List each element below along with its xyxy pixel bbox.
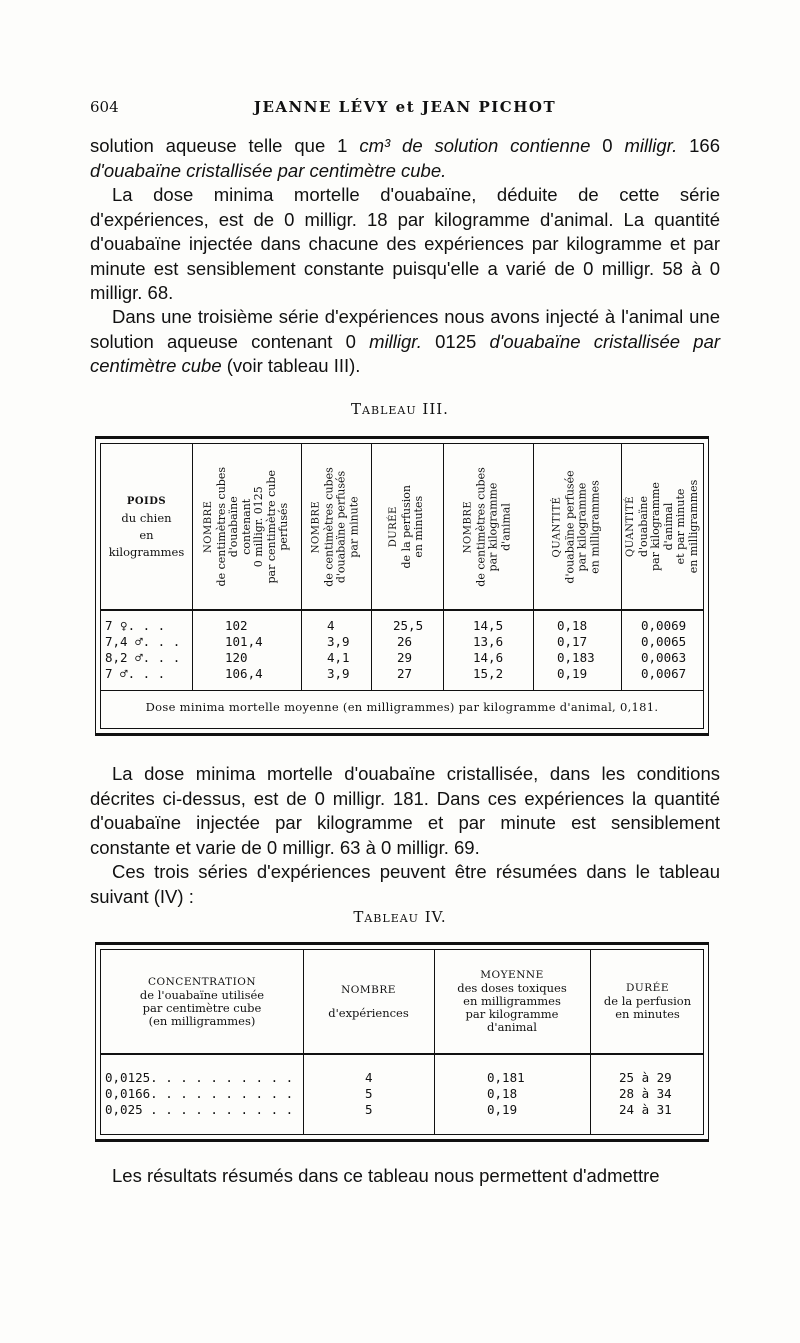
header-line: en minutes	[615, 1007, 680, 1021]
header-line: NOMBRE	[202, 500, 214, 553]
page-header	[90, 98, 720, 122]
cell-poids: 8,2 ♂. . .	[105, 650, 181, 665]
header-line: NOMBRE	[463, 500, 475, 553]
text-run-italic: milligr.	[624, 135, 678, 156]
cell-duree: 29	[397, 650, 413, 665]
header-line: par kilogramme	[649, 482, 663, 571]
cell-duree: 27	[397, 666, 413, 681]
text-run-italic: milligr.	[369, 330, 422, 352]
header-line: par kilogramme	[487, 482, 501, 571]
header-rule	[101, 609, 703, 612]
text-run-italic: d'ouabaïne cristallisée par centimètre cube.	[90, 159, 447, 181]
header-line: d'ouabaïne perfusés	[335, 470, 349, 583]
header-line: 0 milligr. 0125	[251, 485, 265, 568]
cell-poids: 7 ♂. . .	[105, 666, 166, 681]
cell-par-minute: 4	[327, 618, 335, 633]
header-line: d'ouabaïne perfusée	[563, 469, 577, 584]
cell-nombre: 5	[365, 1102, 373, 1117]
header-rule	[101, 1053, 703, 1055]
cell-nombre: 5	[365, 1086, 373, 1101]
text-run: 166	[677, 135, 720, 156]
cell-moyenne: 0,19	[487, 1102, 518, 1117]
header-line: d'animal	[662, 502, 675, 551]
header-line: de centimètres cubes	[214, 466, 228, 587]
header-nombre	[192, 444, 301, 609]
header-line: en milligrammes	[588, 479, 602, 574]
header-quantite-minute	[621, 444, 705, 609]
footer-rule	[101, 690, 703, 691]
table4	[95, 942, 709, 1142]
header-line: DURÉE	[388, 505, 400, 548]
cell-moyenne: 0,181	[487, 1070, 525, 1085]
cell-quantite: 0,17	[557, 634, 588, 649]
cell-duree: 24 à 31	[619, 1102, 672, 1117]
cell-duree: 26	[397, 634, 413, 649]
text-run: Dans une troisième série d'expériences nous avons injecté à l'animal une solution aqueuse contenant 0	[90, 306, 720, 352]
cell-nombre: 101,4	[225, 634, 263, 649]
header-quantite	[533, 444, 621, 609]
header-line: NOMBRE	[341, 983, 396, 996]
text-run-italic: cm³ de solution contienne	[359, 135, 591, 156]
header-nombre	[303, 950, 434, 1053]
cell-par-kg: 13,6	[473, 634, 504, 649]
header-line: par kilogramme	[465, 1007, 559, 1021]
header-line: MOYENNE	[480, 969, 544, 981]
header-line: de centimètres cubes	[474, 466, 488, 587]
cell-nombre: 120	[225, 650, 248, 665]
header-line: (en milligrammes)	[148, 1013, 256, 1028]
header-line: des doses toxiques	[457, 981, 567, 995]
header-par-minute	[301, 444, 371, 609]
running-title: JEANNE LÉVY et JEAN PICHOT	[253, 98, 557, 116]
cell-quantite: 0,19	[557, 666, 588, 681]
cell-par-kg: 14,5	[473, 618, 504, 633]
cell-concentration: 0,025 . . . . . . . . . .	[105, 1102, 294, 1117]
cell-concentration: 0,0166. . . . . . . . . .	[105, 1086, 294, 1101]
header-line: d'animal	[487, 1020, 537, 1034]
header-line: d'expériences	[328, 1005, 409, 1020]
paragraph-2: La dose minima mortelle d'ouabaïne, déduite de cette série d'expériences, est de 0 milligr. 18 par kilogramme d'animal. La quantité d'ouabaïne injectée dans chacune des expériences par kilogramme et par minute est sensiblement constante puisqu'elle a varié de 0 milligr. 58 à 0 milligr. 68.	[90, 184, 720, 303]
table3	[95, 436, 709, 736]
text-run-italic: d'ouabaïne cristallisée par centimètre cube	[90, 330, 721, 376]
header-line: kilogrammes	[108, 544, 185, 559]
paragraph-6: Les résultats résumés dans ce tableau nous permettent d'admettre	[112, 1165, 660, 1186]
header-poids	[101, 444, 192, 609]
table4-caption: Tableau IV.	[353, 908, 447, 926]
paragraph-1	[90, 134, 720, 183]
header-line: DURÉE	[625, 982, 669, 994]
header-line: d'animal	[499, 502, 513, 551]
paragraph-4: La dose minima mortelle d'ouabaïne cristallisée, dans les conditions décrites ci-dessus, est de 0 milligr. 181. Dans ces expériences la quantité d'ouabaïne injectée par kilogramme et par minute est sensiblement constante et varie de 0 milligr. 63 à 0 milligr. 69.	[90, 763, 720, 858]
paragraph-5: Ces trois séries d'expériences peuvent être résumées dans le tableau suivant (IV) :	[90, 861, 720, 907]
text-run: 0	[590, 135, 625, 156]
cell-duree: 25,5	[393, 618, 424, 633]
cell-par-kg: 15,2	[473, 666, 504, 681]
cell-quantite: 0,18	[557, 618, 588, 633]
header-line: en milligrammes	[687, 479, 700, 574]
header-line: par minute	[347, 495, 361, 558]
header-line: par kilogramme	[576, 482, 590, 571]
table3-caption: Tableau III.	[351, 400, 449, 418]
cell-poids: 7,4 ♂. . .	[105, 634, 181, 649]
paragraph-3	[90, 305, 720, 379]
cell-duree: 25 à 29	[619, 1070, 672, 1085]
cell-quantite-minute: 0,0065	[641, 634, 687, 649]
header-line: de la perfusion	[603, 994, 692, 1008]
header-line: QUANTITÉ	[552, 496, 564, 557]
cell-nombre: 4	[365, 1070, 373, 1085]
header-duree	[371, 444, 443, 609]
cell-quantite-minute: 0,0067	[641, 666, 687, 681]
text-run: 0125	[421, 330, 490, 352]
cell-quantite: 0,183	[557, 650, 595, 665]
cell-nombre: 102	[225, 618, 248, 633]
cell-moyenne: 0,18	[487, 1086, 518, 1101]
header-line: d'ouabaïne	[226, 495, 240, 558]
text-run: (voir tableau III).	[221, 355, 361, 376]
header-line: POIDS	[126, 495, 167, 507]
header-line: contenant	[239, 498, 253, 555]
header-line: NOMBRE	[311, 500, 323, 553]
header-moyenne	[434, 950, 590, 1053]
cell-nombre: 106,4	[225, 666, 263, 681]
cell-par-minute: 3,9	[327, 634, 350, 649]
header-line: en	[139, 527, 154, 542]
cell-quantite-minute: 0,0069	[641, 618, 687, 633]
cell-concentration: 0,0125. . . . . . . . . .	[105, 1070, 294, 1085]
header-line: de l'ouabaïne utilisée	[139, 987, 265, 1002]
header-line: de la perfusion	[399, 484, 413, 569]
header-duree	[590, 950, 705, 1053]
header-line: par centimètre cube	[142, 1000, 262, 1015]
header-line: QUANTITÉ	[625, 496, 637, 557]
cell-par-minute: 4,1	[327, 650, 350, 665]
page-number: 604	[90, 98, 119, 116]
header-line: en milligrammes	[463, 994, 561, 1008]
header-concentration	[101, 950, 303, 1053]
header-line: et par minute	[674, 488, 688, 565]
cell-poids: 7 ♀. . .	[105, 618, 166, 633]
table3-footnote: Dose minima mortelle moyenne (en milligrammes) par kilogramme d'animal, 0,181.	[145, 700, 659, 714]
header-line: perfusés	[276, 502, 290, 551]
header-line: CONCENTRATION	[147, 975, 257, 988]
header-par-kg	[443, 444, 533, 609]
header-line: de centimètres cubes	[322, 466, 336, 587]
header-line: par centimètre cube	[264, 469, 278, 584]
text-run: solution aqueuse telle que 1	[90, 135, 360, 156]
header-line: d'ouabaïne	[637, 495, 650, 558]
cell-duree: 28 à 34	[619, 1086, 672, 1101]
cell-par-minute: 3,9	[327, 666, 350, 681]
header-line: en minutes	[412, 495, 426, 558]
header-line: du chien	[121, 510, 172, 525]
cell-quantite-minute: 0,0063	[641, 650, 687, 665]
cell-par-kg: 14,6	[473, 650, 504, 665]
